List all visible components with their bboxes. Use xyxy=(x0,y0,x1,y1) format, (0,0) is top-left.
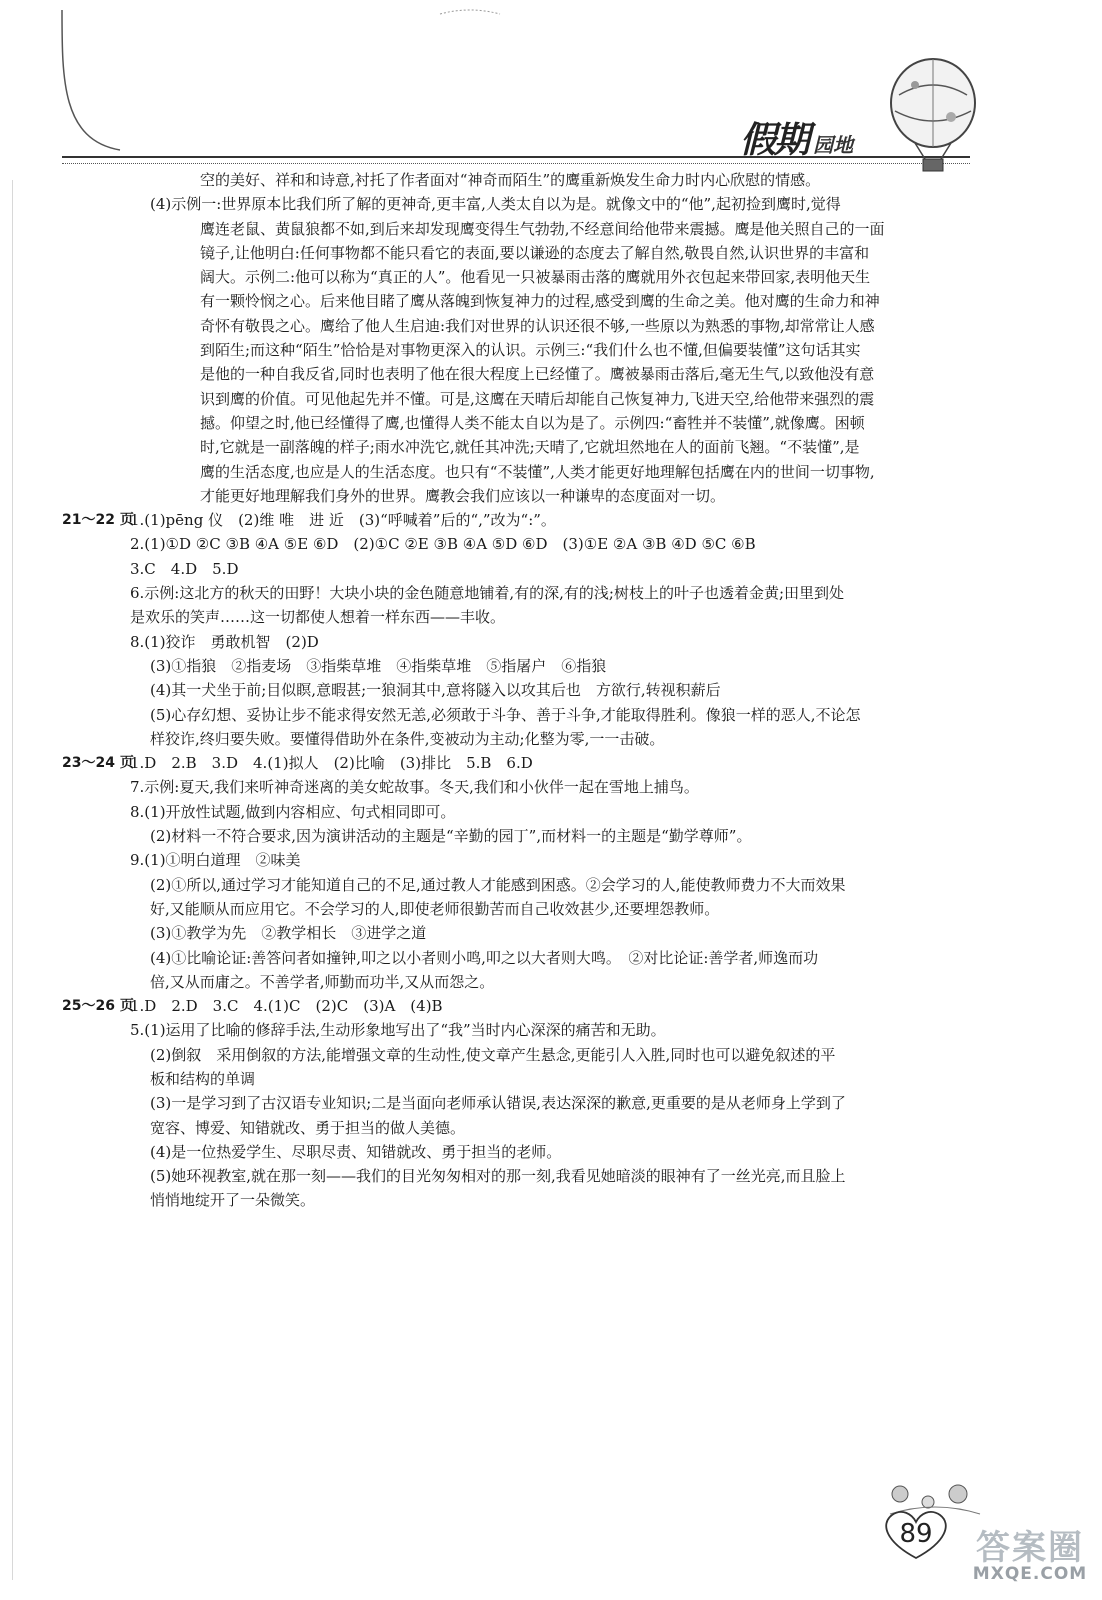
answer-line xyxy=(62,217,992,241)
answer-line xyxy=(62,1164,992,1188)
answer-line xyxy=(62,168,992,192)
answer-text: 1.D 2.D 3.C 4.(1)C (2)C (3)A (4)B xyxy=(130,997,443,1016)
page-range-label: 23～24 页 xyxy=(62,755,134,772)
answer-line xyxy=(62,460,992,484)
answer-line xyxy=(62,994,992,1018)
answer-line xyxy=(62,1188,992,1212)
answer-text: (3)①指狼 ②指麦场 ③指柴草堆 ④指柴草堆 ⑤指屠户 ⑥指狼 xyxy=(150,656,607,675)
answer-text: 时,它就是一副落魄的样子;雨水冲洗它,就任其冲洗;天晴了,它就坦然地在人的面前飞翘。“不装懂”,是 xyxy=(200,438,860,457)
page-number: 89 xyxy=(899,1519,933,1549)
answer-text: (4)示例一:世界原本比我们所了解的更神奇,更丰富,人类太自以为是。就像文中的“他”,起初捡到鹰时,觉得 xyxy=(150,195,841,214)
answer-line xyxy=(62,1116,992,1140)
page-edge-line xyxy=(12,180,13,1580)
answer-text: 9.(1)①明白道理 ②味美 xyxy=(130,851,301,870)
answer-line xyxy=(62,241,992,265)
answer-text: 是欢乐的笑声……这一切都使人想着一样东西——丰收。 xyxy=(130,608,506,627)
answer-line xyxy=(62,946,992,970)
brand-subtitle: 园地 xyxy=(813,133,854,157)
watermark-logo-text: 答案圈 xyxy=(976,1528,1084,1568)
answer-text: 到陌生;而这种“陌生”恰恰是对事物更深入的认识。示例三:“我们什么也不懂,但偏要装懂”这句话其实 xyxy=(200,341,861,360)
answer-line xyxy=(62,338,992,362)
answer-text: 1.(1)pēng 仪 (2)维 唯 进 近 (3)“呼喊着”后的“,”改为“:”。 xyxy=(130,511,556,530)
answer-text: 3.C 4.D 5.D xyxy=(130,559,239,578)
answer-text: 镜子,让他明白:任何事物都不能只看它的表面,要以谦逊的态度去了解自然,敬畏自然,认识世界的丰富和 xyxy=(200,243,870,262)
answer-text: (2)①所以,通过学习才能知道自己的不足,通过教人才能感到困惑。②会学习的人,能使教师费力不大而效果 xyxy=(150,875,846,894)
answer-text: 7.示例:夏天,我们来听神奇迷离的美女蛇故事。冬天,我们和小伙伴一起在雪地上捕鸟。 xyxy=(130,778,699,797)
answer-text: (3)一是学习到了古汉语专业知识;二是当面向老师承认错误,表达深深的歉意,更重要的是从老师身上学到了 xyxy=(150,1094,846,1113)
answer-line xyxy=(62,727,992,751)
answer-text: 阔大。示例二:他可以称为“真正的人”。他看见一只被暴雨击落的鹰就用外衣包起来带回家,表明他天生 xyxy=(200,268,871,287)
answer-line xyxy=(62,581,992,605)
answer-line xyxy=(62,435,992,459)
answer-text: (5)她环视教室,就在那一刻——我们的目光匆匆相对的那一刻,我看见她暗淡的眼神有了一丝光亮,而且脸上 xyxy=(150,1167,846,1186)
page-number-badge xyxy=(878,1508,954,1560)
answer-line xyxy=(62,508,992,532)
page-range-label: 25～26 页 xyxy=(62,998,134,1015)
answer-text: (5)心存幻想、妥协让步不能求得安然无恙,必须敢于斗争、善于斗争,才能取得胜利。像狼一样的恶人,不论怎 xyxy=(150,705,861,724)
answer-text: 样狡诈,终归要失败。要懂得借助外在条件,变被动为主动;化整为零,一一击破。 xyxy=(150,729,665,748)
answer-line xyxy=(62,387,992,411)
answer-line xyxy=(62,703,992,727)
answer-line xyxy=(62,630,992,654)
answer-line xyxy=(62,192,992,216)
answer-line xyxy=(62,411,992,435)
answer-line xyxy=(62,970,992,994)
answer-text: 好,又能顺从而应用它。不会学习的人,即使老师很勤苦而自己收效甚少,还要埋怨教师。 xyxy=(150,899,720,918)
answer-line xyxy=(62,484,992,508)
answer-line xyxy=(62,897,992,921)
answer-text: 撼。仰望之时,他已经懂得了鹰,也懂得人类不能太自以为是了。示例四:“畜牲并不装懂”,就像鹰。困顿 xyxy=(200,413,865,432)
answer-text: 6.示例:这北方的秋天的田野！大块小块的金色随意地铺着,有的深,有的浅;树枝上的叶子也透着金黄;田里到处 xyxy=(130,584,845,603)
watermark-url: MXQE.COM xyxy=(972,1564,1088,1584)
answer-text: 板和结构的单调 xyxy=(150,1069,256,1088)
answer-line xyxy=(62,1018,992,1042)
brand-logo xyxy=(740,112,854,161)
answer-text: (4)①比喻论证:善答问者如撞钟,叩之以小者则小鸣,叩之以大者则大鸣。 ②对比论证:善学者,师逸而功 xyxy=(150,948,819,967)
answer-line xyxy=(62,654,992,678)
answer-text: 宽容、博爱、知错就改、勇于担当的做人美德。 xyxy=(150,1118,466,1137)
watermark xyxy=(965,1520,1095,1590)
brand-title: 假期 xyxy=(740,120,809,161)
hot-air-balloon-icon xyxy=(875,55,985,175)
answer-line xyxy=(62,873,992,897)
answer-text: 5.(1)运用了比喻的修辞手法,生动形象地写出了“我”当时内心深深的痛苦和无助。 xyxy=(130,1021,666,1040)
answer-text: (2)材料一不符合要求,因为演讲活动的主题是“辛勤的园丁”,而材料一的主题是“勤学尊师”。 xyxy=(150,827,752,846)
answer-line xyxy=(62,289,992,313)
answer-line xyxy=(62,605,992,629)
answer-line xyxy=(62,314,992,338)
answer-text: 空的美好、祥和和诗意,衬托了作者面对“神奇而陌生”的鹰重新焕发生命力时内心欣慰的情感。 xyxy=(200,171,821,189)
answer-text: (3)①教学为先 ②教学相长 ③进学之道 xyxy=(150,924,427,943)
answer-text: 鹰的生活态度,也应是人的生活态度。也只有“不装懂”,人类才能更好地理解包括鹰在内的世间一切事物, xyxy=(200,462,875,481)
answer-text: 才能更好地理解我们身外的世界。鹰教会我们应该以一种谦卑的态度面对一切。 xyxy=(200,486,726,505)
header-divider xyxy=(62,156,970,164)
answer-line xyxy=(62,1091,992,1115)
answer-line xyxy=(62,1067,992,1091)
answer-text: 奇怀有敬畏之心。鹰给了他人生启迪:我们对世界的认识还很不够,一些原以为熟悉的事物,却常常让人感 xyxy=(200,316,875,335)
answer-text: 2.(1)①D ②C ③B ④A ⑤E ⑥D (2)①C ②E ③B ④A ⑤D ⑥D (3)①E ②A ③B ④D ⑤C ⑥B xyxy=(130,535,756,554)
answer-text: 有一颗怜悯之心。后来他目睹了鹰从落魄到恢复神力的过程,感受到鹰的生命之美。他对鹰的生命力和神 xyxy=(200,292,880,311)
answer-line xyxy=(62,751,992,775)
answer-line xyxy=(62,1043,992,1067)
answer-text: 是他的一种自我反省,同时也表明了他在很大程度上已经懂了。鹰被暴雨击落后,毫无生气,以致他没有意 xyxy=(200,365,875,384)
answer-line xyxy=(62,1140,992,1164)
answer-line xyxy=(62,921,992,945)
answer-line xyxy=(62,800,992,824)
answer-line xyxy=(62,362,992,386)
answer-text: 1.D 2.B 3.D 4.(1)拟人 (2)比喻 (3)排比 5.B 6.D xyxy=(130,754,533,773)
answer-line xyxy=(62,557,992,581)
answer-text: 悄悄地绽开了一朵微笑。 xyxy=(150,1191,316,1210)
answer-text: 8.(1)狡诈 勇敢机智 (2)D xyxy=(130,632,319,651)
answer-line xyxy=(62,824,992,848)
answer-text: 识到鹰的价值。可见他起先并不懂。可是,这鹰在天晴后却能自己恢复神力,飞进天空,给他带来强烈的震 xyxy=(200,389,875,408)
answer-text: (4)其一犬坐于前;目似瞑,意暇甚;一狼洞其中,意将隧入以攻其后也 方欲行,转视积薪后 xyxy=(150,681,721,700)
answer-line xyxy=(62,532,992,556)
answer-text: (2)倒叙 采用倒叙的方法,能增强文章的生动性,使文章产生悬念,更能引人入胜,同时也可以避免叙述的平 xyxy=(150,1045,836,1064)
answer-line xyxy=(62,265,992,289)
answer-text: (4)是一位热爱学生、尽职尽责、知错就改、勇于担当的老师。 xyxy=(150,1142,562,1161)
answer-line xyxy=(62,678,992,702)
answer-content xyxy=(62,168,992,1213)
page-range-label: 21～22 页 xyxy=(62,512,134,529)
answer-line xyxy=(62,775,992,799)
answer-text: 鹰连老鼠、黄鼠狼都不如,到后来却发现鹰变得生气勃勃,不经意间给他带来震撼。鹰是他关照自己的一面 xyxy=(200,219,885,238)
answer-text: 倍,又从而庸之。不善学者,师勤而功半,又从而怨之。 xyxy=(150,972,495,991)
answer-line xyxy=(62,848,992,872)
answer-text: 8.(1)开放性试题,做到内容相应、句式相同即可。 xyxy=(130,802,456,821)
